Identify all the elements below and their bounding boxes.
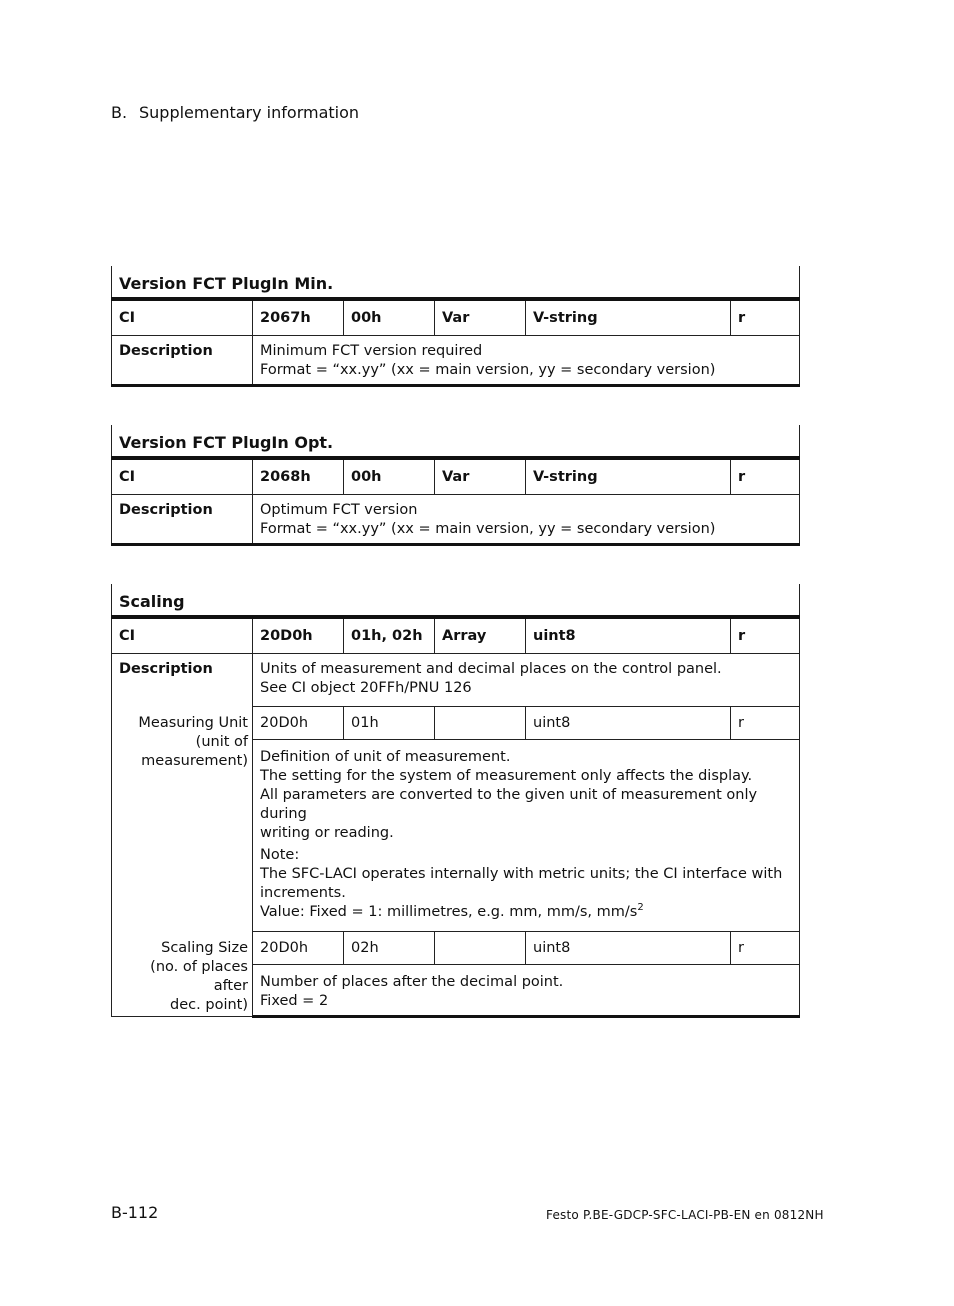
ci-subindex: 00h <box>344 299 435 336</box>
ci-datatype: V-string <box>526 299 731 336</box>
description-text <box>253 336 800 386</box>
label-line: Measuring Unit <box>138 714 248 731</box>
document-id: Festo P.BE-GDCP-SFC-LACI-PB-EN en 0812NH <box>546 1208 824 1222</box>
value-superscript: 2 <box>637 902 644 914</box>
description-line: writing or reading. <box>260 825 394 841</box>
note-line: Note: <box>260 847 300 863</box>
description-text <box>253 654 800 707</box>
section-number: B. <box>111 103 128 122</box>
sub2-index: 20D0h <box>253 932 344 965</box>
ci-datatype: V-string <box>526 458 731 495</box>
table-title: Version FCT PlugIn Opt. <box>112 425 800 458</box>
table-title: Version FCT PlugIn Min. <box>112 266 800 299</box>
description-line: All parameters are converted to the given unit of measurement only during <box>260 787 758 822</box>
description-line: The setting for the system of measurement only affects the display. <box>260 768 753 784</box>
value-text: Value: Fixed = 1: millimetres, e.g. mm, mm/s, mm/s <box>260 904 638 920</box>
ci-index: 20D0h <box>253 617 344 654</box>
scaling-size-label <box>112 932 253 1017</box>
ci-subindex: 00h <box>344 458 435 495</box>
ci-kind: Var <box>435 299 526 336</box>
description-label: Description <box>112 654 253 707</box>
section-header <box>111 103 359 122</box>
description-label: Description <box>112 495 253 545</box>
sub2-kind <box>435 932 526 965</box>
description-label: Description <box>112 336 253 386</box>
ci-access: r <box>731 299 800 336</box>
ci-subindex: 01h, 02h <box>344 617 435 654</box>
page-number: B-112 <box>111 1203 159 1222</box>
description-text <box>253 495 800 545</box>
label-line: dec. point) <box>170 996 248 1013</box>
scaling-size-description <box>253 965 800 1017</box>
sub1-datatype: uint8 <box>526 707 731 740</box>
sub2-datatype: uint8 <box>526 932 731 965</box>
description-line: Number of places after the decimal point. <box>260 974 564 990</box>
description-line: Format = “xx.yy” (xx = main version, yy = secondary version) <box>260 521 716 537</box>
ci-index: 2067h <box>253 299 344 336</box>
description-line: Minimum FCT version required <box>260 343 483 359</box>
ci-label: CI <box>112 617 253 654</box>
label-line: measurement) <box>141 752 248 769</box>
measuring-unit-description <box>253 740 800 932</box>
param-table-scaling <box>111 584 800 1018</box>
sub1-kind <box>435 707 526 740</box>
description-line: See CI object 20FFh/PNU 126 <box>260 680 472 696</box>
measuring-unit-label <box>112 707 253 932</box>
ci-label: CI <box>112 299 253 336</box>
note-line: increments. <box>260 885 346 901</box>
description-line: Format = “xx.yy” (xx = main version, yy = secondary version) <box>260 362 716 378</box>
sub2-subindex: 02h <box>344 932 435 965</box>
ci-label: CI <box>112 458 253 495</box>
note-line: The SFC-LACI operates internally with metric units; the CI interface with <box>260 866 783 882</box>
table-title: Scaling <box>112 584 800 617</box>
label-line: (unit of <box>195 733 248 750</box>
value-line <box>260 903 792 922</box>
ci-kind: Array <box>435 617 526 654</box>
label-line: (no. of places after <box>150 958 248 994</box>
description-line: Fixed = 2 <box>260 993 329 1009</box>
sub2-access: r <box>731 932 800 965</box>
description-line: Optimum FCT version <box>260 502 418 518</box>
sub1-index: 20D0h <box>253 707 344 740</box>
ci-access: r <box>731 458 800 495</box>
sub1-access: r <box>731 707 800 740</box>
description-line: Definition of unit of measurement. <box>260 749 511 765</box>
sub1-subindex: 01h <box>344 707 435 740</box>
param-table-version-min <box>111 266 800 387</box>
ci-access: r <box>731 617 800 654</box>
description-line: Units of measurement and decimal places on the control panel. <box>260 661 722 677</box>
ci-datatype: uint8 <box>526 617 731 654</box>
ci-index: 2068h <box>253 458 344 495</box>
section-title: Supplementary information <box>139 103 360 122</box>
label-line: Scaling Size <box>161 939 248 956</box>
param-table-version-opt <box>111 425 800 546</box>
ci-kind: Var <box>435 458 526 495</box>
